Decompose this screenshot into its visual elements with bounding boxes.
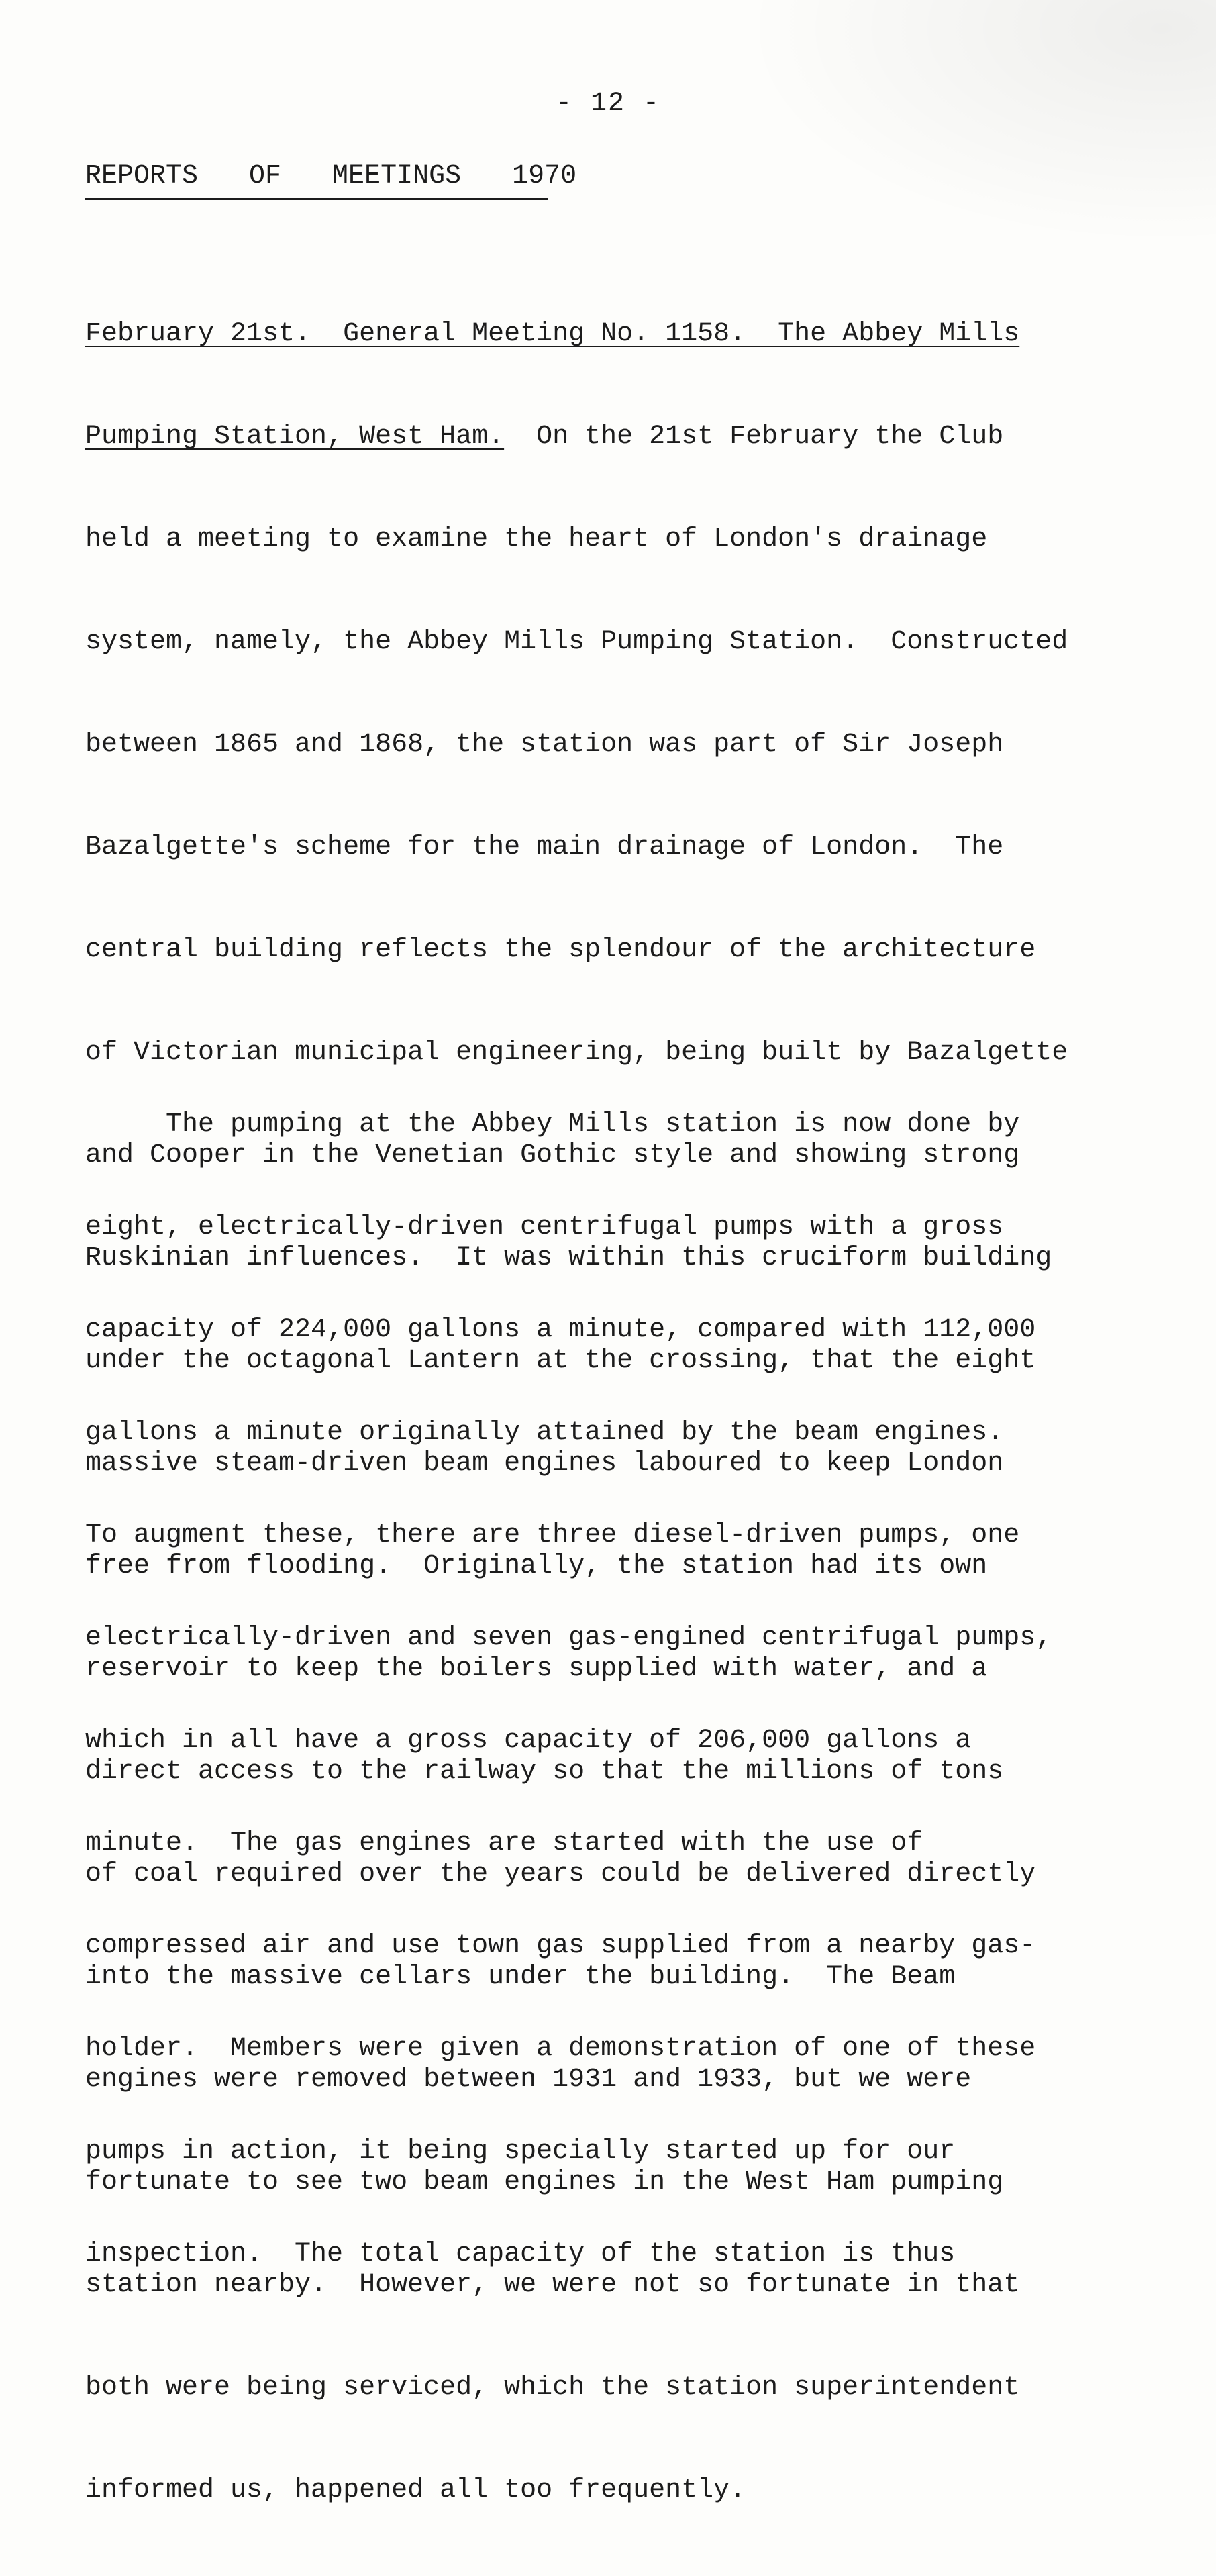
paragraph-line: engines were removed between 1931 and 1933, but we were (85, 2065, 972, 2095)
paragraph-line: minute. The gas engines are started with the use of (85, 1828, 923, 1859)
paragraph-line: inspection. The total capacity of the station is thus (85, 2239, 956, 2269)
meeting-title-underlined: February 21st. General Meeting No. 1158. The Abbey Mills (85, 319, 1020, 349)
page-number: - 12 - (555, 89, 661, 119)
paragraph-line: informed us, happened all too frequently. (85, 2475, 746, 2506)
paragraph-pumping-capacity (85, 1039, 1172, 2340)
section-heading: REPORTS OF MEETINGS 1970 (85, 161, 548, 200)
paragraph-line: and Cooper in the Venetian Gothic style and showing strong (85, 1140, 1020, 1171)
paragraph-line (85, 419, 1172, 454)
paragraph-line (85, 317, 1172, 351)
paragraph-line: holder. Members were given a demonstration of one of these (85, 2034, 1036, 2064)
bleed-through-shadow (671, 0, 1216, 282)
paragraph-line: Ruskinian influences. It was within this cruciform building (85, 1243, 1052, 1273)
paragraph-line: free from flooding. Originally, the station had its own (85, 1551, 988, 1581)
paragraph-line: reservoir to keep the boilers supplied with water, and a (85, 1654, 988, 1684)
paragraph-line: station nearby. However, we were not so fortunate in that (85, 2270, 1020, 2300)
paragraph-line: eight, electrically-driven centrifugal pumps with a gross (85, 1212, 1004, 1242)
paragraph-line: capacity of 224,000 gallons a minute, compared with 112,000 (85, 1315, 1036, 1345)
paragraph-line: which in all have a gross capacity of 206,000 gallons a (85, 1726, 972, 1756)
paragraph-line: between 1865 and 1868, the station was part of Sir Joseph (85, 730, 1004, 760)
paragraph-line: gallons a minute originally attained by the beam engines. (85, 1418, 1004, 1448)
paragraph-line: of Victorian municipal engineering, being built by Bazalgette (85, 1038, 1068, 1068)
paragraph-text: On the 21st February the Club (504, 422, 1004, 452)
meeting-location-underlined: Pumping Station, West Ham. (85, 422, 505, 452)
paragraph-line: of coal required over the years could be delivered directly (85, 1859, 1036, 1889)
paragraph-line: To augment these, there are three diesel-driven pumps, one (85, 1520, 1020, 1550)
paragraph-line: system, namely, the Abbey Mills Pumping Station. Constructed (85, 627, 1068, 657)
paragraph-line: held a meeting to examine the heart of London's drainage (85, 524, 988, 554)
paragraph-line: into the massive cellars under the building. The Beam (85, 1962, 956, 1992)
paragraph-line: The pumping at the Abbey Mills station is now done by (85, 1109, 1020, 1140)
paragraph-line: under the octagonal Lantern at the crossing, that the eight (85, 1346, 1036, 1376)
paragraph-line: massive steam-driven beam engines laboured to keep London (85, 1448, 1004, 1479)
paragraph-line: both were being serviced, which the station superintendent (85, 2373, 1020, 2403)
paragraph-line: direct access to the railway so that the millions of tons (85, 1756, 1004, 1787)
paragraph-line: Bazalgette's scheme for the main drainage of London. The (85, 832, 1004, 862)
paragraph-line: pumps in action, it being specially started up for our (85, 2136, 956, 2167)
paragraph-line: electrically-driven and seven gas-engined centrifugal pumps, (85, 1623, 1052, 1653)
paragraph-line: central building reflects the splendour of the architecture (85, 935, 1036, 965)
paragraph-line: fortunate to see two beam engines in the West Ham pumping (85, 2167, 1004, 2197)
paragraph-line: compressed air and use town gas supplied from a nearby gas- (85, 1931, 1036, 1961)
